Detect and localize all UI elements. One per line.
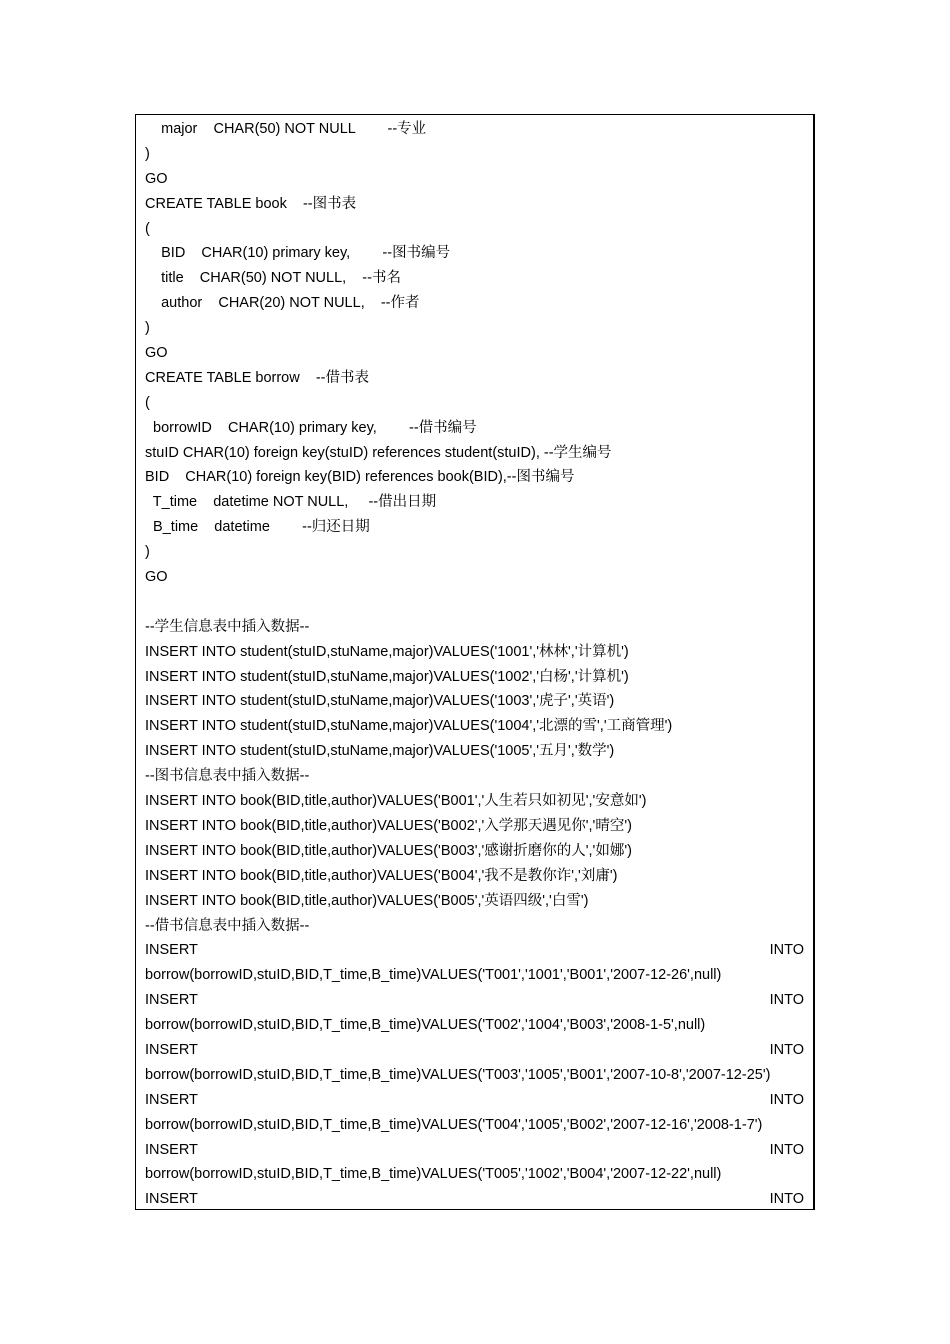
borrow-insert-values-line: borrow(borrowID,stuID,BID,T_time,B_time)VALUES('T005','1002','B004','2007-12-22',null) (145, 1166, 722, 1183)
code-line: GO (145, 569, 168, 586)
into-keyword: INTO (769, 1091, 804, 1108)
code-line: GO (145, 345, 168, 362)
code-line: B_time datetime --归还日期 (145, 519, 370, 536)
code-line: ) (145, 544, 150, 561)
code-line: T_time datetime NOT NULL, --借出日期 (145, 494, 437, 511)
into-keyword: INTO (769, 992, 804, 1009)
code-line: INSERT INTO student(stuID,stuName,major)VALUES('1001','林林','计算机') (145, 643, 629, 660)
into-keyword: INTO (769, 1141, 804, 1158)
code-line: major CHAR(50) NOT NULL --专业 (145, 121, 427, 137)
code-line: GO (145, 170, 168, 187)
code-line: --图书信息表中插入数据-- (145, 768, 310, 785)
into-keyword: INTO (769, 942, 804, 959)
code-line: INSERT INTO book(BID,title,author)VALUES('B005','英语四级','白雪') (145, 892, 589, 909)
code-line: ) (145, 145, 150, 162)
code-line: INSERT INTO student(stuID,stuName,major)VALUES('1002','白杨','计算机') (145, 668, 629, 685)
insert-keyword: INSERT (145, 992, 198, 1009)
code-line: ( (145, 394, 150, 411)
code-line: INSERT INTO book(BID,title,author)VALUES('B003','感谢折磨你的人','如娜') (145, 842, 632, 859)
code-line: stuID CHAR(10) foreign key(stuID) references student(stuID), --学生编号 (145, 444, 612, 461)
code-line: ) (145, 320, 150, 337)
insert-keyword: INSERT (145, 1191, 198, 1208)
into-keyword: INTO (769, 1041, 804, 1058)
code-line: author CHAR(20) NOT NULL, --作者 (145, 295, 420, 312)
into-keyword: INTO (769, 1191, 804, 1208)
justified-insert-line (145, 1038, 804, 1063)
borrow-insert-values-line: borrow(borrowID,stuID,BID,T_time,B_time)VALUES('T003','1005','B001','2007-10-8','2007-12-25') (145, 1066, 771, 1083)
code-line: ( (145, 220, 150, 237)
code-line: --学生信息表中插入数据-- (145, 618, 310, 635)
insert-keyword: INSERT (145, 1041, 198, 1058)
code-listing-box (135, 114, 815, 1210)
code-line: CREATE TABLE book --图书表 (145, 195, 357, 212)
justified-insert-line (145, 1088, 804, 1113)
code-line: INSERT INTO student(stuID,stuName,major)VALUES('1004','北漂的雪','工商管理') (145, 718, 673, 735)
code-line: INSERT INTO student(stuID,stuName,major)VALUES('1003','虎子','英语') (145, 693, 615, 710)
code-line: INSERT INTO book(BID,title,author)VALUES('B004','我不是教你诈','刘庸') (145, 867, 618, 884)
borrow-insert-values-line: borrow(borrowID,stuID,BID,T_time,B_time)VALUES('T002','1004','B003','2008-1-5',null) (145, 1017, 706, 1034)
code-line: BID CHAR(10) primary key, --图书编号 (145, 245, 451, 262)
code-line: INSERT INTO student(stuID,stuName,major)VALUES('1005','五月','数学') (145, 743, 615, 760)
code-line: CREATE TABLE borrow --借书表 (145, 369, 369, 386)
justified-insert-line (145, 988, 804, 1013)
code-line (145, 590, 804, 615)
justified-insert-line (145, 1187, 804, 1210)
insert-keyword: INSERT (145, 1091, 198, 1108)
code-line: --借书信息表中插入数据-- (145, 917, 310, 934)
code-listing (145, 117, 804, 1210)
borrow-insert-values-line: borrow(borrowID,stuID,BID,T_time,B_time)VALUES('T004','1005','B002','2007-12-16','2008-1-7') (145, 1116, 763, 1133)
code-line: INSERT INTO book(BID,title,author)VALUES('B001','人生若只如初见','安意如') (145, 793, 647, 810)
code-line: borrowID CHAR(10) primary key, --借书编号 (145, 419, 477, 436)
justified-insert-line (145, 938, 804, 963)
insert-keyword: INSERT (145, 942, 198, 959)
code-line: BID CHAR(10) foreign key(BID) references book(BID),--图书编号 (145, 469, 575, 486)
borrow-insert-values-line: borrow(borrowID,stuID,BID,T_time,B_time)VALUES('T001','1001','B001','2007-12-26',null) (145, 967, 722, 984)
insert-keyword: INSERT (145, 1141, 198, 1158)
code-line: INSERT INTO book(BID,title,author)VALUES('B002','入学那天遇见你','晴空') (145, 817, 632, 834)
code-line: title CHAR(50) NOT NULL, --书名 (145, 270, 401, 287)
justified-insert-line (145, 1138, 804, 1163)
